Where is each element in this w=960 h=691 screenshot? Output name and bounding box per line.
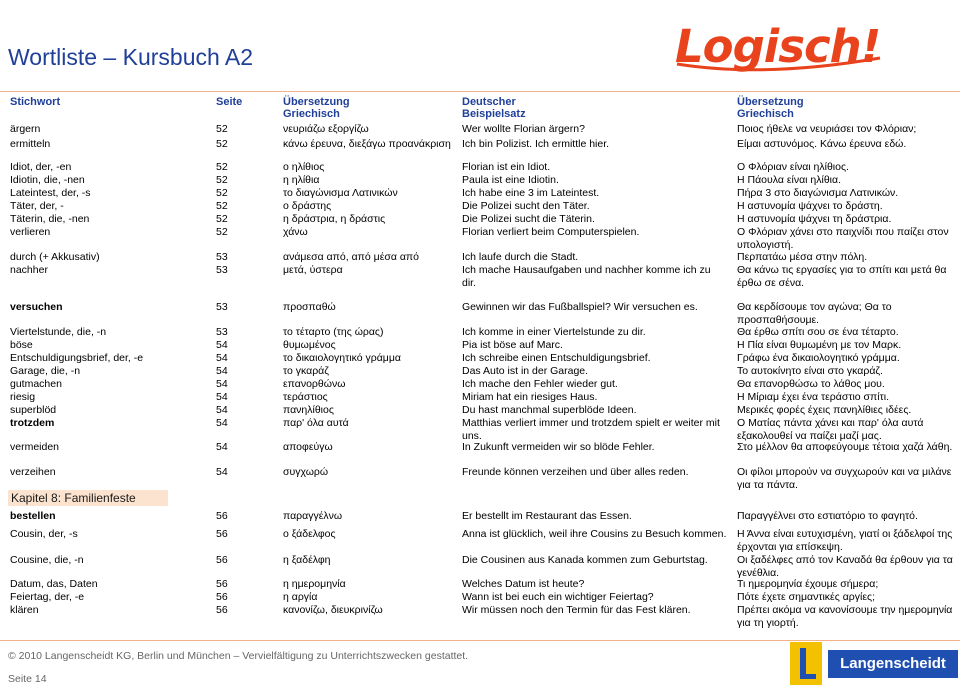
beispielsatz-cell: Ich komme in einer Viertelstunde zu dir. [462,326,646,338]
griechisch-satz-cell: Θα έρθω σπίτι σου σε ένα τέταρτο. [737,326,899,338]
seite-cell: 53 [216,264,228,276]
header-deutscher-line2: Beispielsatz [462,108,526,120]
stichwort-cell: ärgern [10,123,41,135]
griechisch-satz-cell: Ο Ματίας πάντα χάνει και παρ' όλα αυτά εξακολουθεί να παίζει μαζί μας. [737,417,924,442]
griechisch-satz-cell: Πότε έχετε σημαντικές αργίες; [737,591,876,603]
seite-cell: 52 [216,226,228,238]
griechisch-satz-cell: Οι φίλοι μπορούν να συγχωρούν και να μιλάνε για τα πάντα. [737,466,952,491]
stichwort-cell: Feiertag, der, -e [10,591,85,603]
logo-wordmark: Logisch! [675,20,881,73]
griechisch-cell: το δικαιολογητικό γράμμα [283,352,401,364]
griechisch-cell: αποφεύγω [283,441,333,453]
seite-cell: 54 [216,466,228,478]
stichwort-cell: Idiotin, die, -nen [10,174,85,186]
beispielsatz-cell: Das Auto ist in der Garage. [462,365,589,377]
seite-cell: 52 [216,161,228,173]
header-divider [0,91,960,92]
seite-cell: 54 [216,404,228,416]
beispielsatz-cell: Wir müssen noch den Termin für das Fest klären. [462,604,691,616]
beispielsatz-cell: Wer wollte Florian ärgern? [462,123,585,135]
seite-cell: 52 [216,174,228,186]
beispielsatz-cell: Die Polizei sucht den Täter. [462,200,590,212]
griechisch-cell: μετά, ύστερα [283,264,343,276]
griechisch-cell: επανορθώνω [283,378,346,390]
seite-cell: 56 [216,578,228,590]
griechisch-cell: κάνω έρευνα, διεξάγω προανάκριση [283,138,451,150]
griechisch-satz-cell: Πήρα 3 στο διαγώνισμα Λατινικών. [737,187,899,199]
seite-cell: 56 [216,510,228,522]
stichwort-cell: verlieren [10,226,51,238]
seite-cell: 54 [216,441,228,453]
beispielsatz-cell: Matthias verliert immer und trotzdem spielt er weiter mit uns. [462,417,720,442]
beispielsatz-cell: Die Polizei sucht die Täterin. [462,213,595,225]
griechisch-cell: πανηλίθιος [283,404,334,416]
stichwort-cell: Entschuldigungsbrief, der, -e [10,352,144,364]
beispielsatz-cell: Du hast manchmal superblöde Ideen. [462,404,637,416]
griechisch-cell: το γκαράζ [283,365,329,377]
stichwort-cell: ermitteln [10,138,51,150]
griechisch-satz-cell: Γράφω ένα δικαιολογητικό γράμμα. [737,352,900,364]
stichwort-cell: versuchen [10,301,63,313]
griechisch-satz-cell: Στο μέλλον θα αποφεύγουμε τέτοια χαζά λάθη. [737,441,953,453]
griechisch-cell: ο ξάδελφος [283,528,336,540]
seite-cell: 53 [216,301,228,313]
griechisch-satz-cell: Θα κερδίσουμε τον αγώνα; Θα το προσπαθήσουμε. [737,301,892,326]
stichwort-cell: Täterin, die, -nen [10,213,90,225]
copyright-notice: © 2010 Langenscheidt KG, Berlin und München – Vervielfältigung zu Unterrichtszwecken gestattet. [8,650,469,662]
griechisch-cell: η ημερομηνία [283,578,346,590]
griechisch-cell: θυμωμένος [283,339,336,351]
beispielsatz-cell: Anna ist glücklich, weil ihre Cousins zu Besuch kommen. [462,528,727,540]
griechisch-cell: το διαγώνισμα Λατινικών [283,187,398,199]
chapter-heading: Kapitel 8: Familienfeste [8,490,168,506]
griechisch-cell: συγχωρώ [283,466,329,478]
stichwort-cell: Viertelstunde, die, -n [10,326,107,338]
beispielsatz-cell: Miriam hat ein riesiges Haus. [462,391,598,403]
griechisch-satz-cell: Τι ημερομηνία έχουμε σήμερα; [737,578,879,590]
seite-cell: 52 [216,138,228,150]
griechisch-cell: χάνω [283,226,308,238]
stichwort-cell: klären [10,604,39,616]
langenscheidt-wordmark: Langenscheidt [828,650,958,678]
beispielsatz-cell: Ich laufe durch die Stadt. [462,251,579,263]
griechisch-cell: ανάμεσα από, από μέσα από [283,251,420,263]
beispielsatz-cell: Wann ist bei euch ein wichtiger Feiertag? [462,591,654,603]
seite-cell: 54 [216,391,228,403]
griechisch-satz-cell: Ποιος ήθελε να νευριάσει τον Φλόριαν; [737,123,917,135]
griechisch-satz-cell: Πρέπει ακόμα να κανονίσουμε την ημερομηνία για τη γιορτή. [737,604,953,629]
stichwort-cell: Cousin, der, -s [10,528,78,540]
griechisch-satz-cell: Θα κάνω τις εργασίες για το σπίτι και μετά θα έρθω σε σένα. [737,264,947,289]
seite-cell: 54 [216,378,228,390]
stichwort-cell: trotzdem [10,417,55,429]
header-uebersetzung-1-line1: Übersetzung [283,96,350,108]
griechisch-cell: προσπαθώ [283,301,336,313]
beispielsatz-cell: Paula ist eine Idiotin. [462,174,559,186]
header-deutscher-line1: Deutscher [462,96,516,108]
beispielsatz-cell: Freunde können verzeihen und über alles reden. [462,466,689,478]
griechisch-satz-cell: Παραγγέλνει στο εστιατόριο το φαγητό. [737,510,918,522]
header-stichwort: Stichwort [10,96,61,108]
stichwort-cell: superblöd [10,404,57,416]
griechisch-satz-cell: Θα επανορθώσω το λάθος μου. [737,378,885,390]
stichwort-cell: Garage, die, -n [10,365,81,377]
griechisch-cell: η ξαδέλφη [283,554,331,566]
griechisch-satz-cell: Το αυτοκίνητο είναι στο γκαράζ. [737,365,883,377]
stichwort-cell: verzeihen [10,466,56,478]
griechisch-cell: το τέταρτο (της ώρας) [283,326,384,338]
beispielsatz-cell: In Zukunft vermeiden wir so blöde Fehler. [462,441,655,453]
griechisch-satz-cell: Περπατάω μέσα στην πόλη. [737,251,868,263]
header-uebersetzung-2-line2: Griechisch [737,108,794,120]
header-uebersetzung-1-line2: Griechisch [283,108,340,120]
griechisch-satz-cell: Η αστυνομία ψάχνει το δράστη. [737,200,883,212]
beispielsatz-cell: Florian verliert beim Computerspielen. [462,226,640,238]
langenscheidt-logo [790,642,960,691]
page-title: Wortliste – Kursbuch A2 [8,44,254,70]
beispielsatz-cell: Ich mache Hausaufgaben und nachher komme ich zu dir. [462,264,711,289]
page-number: Seite 14 [8,673,47,685]
beispielsatz-cell: Pia ist böse auf Marc. [462,339,563,351]
griechisch-satz-cell: Η Άννα είναι ευτυχισμένη, γιατί οι ξάδελφοί της έρχονται για επίσκεψη. [737,528,953,553]
stichwort-cell: durch (+ Akkusativ) [10,251,100,263]
stichwort-cell: Täter, der, - [10,200,64,212]
griechisch-cell: κανονίζω, διευκρινίζω [283,604,383,616]
griechisch-satz-cell: Ο Φλόριαν χάνει στο παιχνίδι που παίζει στον υπολογιστή. [737,226,949,251]
seite-cell: 53 [216,326,228,338]
seite-cell: 52 [216,187,228,199]
beispielsatz-cell: Ich schreibe einen Entschuldigungsbrief. [462,352,651,364]
header-seite: Seite [216,96,243,108]
header-uebersetzung-2-line1: Übersetzung [737,96,804,108]
griechisch-cell: η δράστρια, η δράστις [283,213,386,225]
griechisch-satz-cell: Η Πία είναι θυμωμένη με τον Μαρκ. [737,339,902,351]
seite-cell: 52 [216,213,228,225]
stichwort-cell: riesig [10,391,36,403]
stichwort-cell: böse [10,339,33,351]
beispielsatz-cell: Er bestellt im Restaurant das Essen. [462,510,632,522]
griechisch-cell: παρ' όλα αυτά [283,417,349,429]
seite-cell: 54 [216,417,228,429]
griechisch-satz-cell: Ο Φλόριαν είναι ηλίθιος. [737,161,849,173]
griechisch-cell: νευριάζω εξοργίζω [283,123,369,135]
stichwort-cell: vermeiden [10,441,60,453]
stichwort-cell: Datum, das, Daten [10,578,98,590]
seite-cell: 54 [216,365,228,377]
griechisch-satz-cell: Μερικές φορές έχεις πανηλίθιες ιδέες. [737,404,912,416]
griechisch-cell: η ηλίθια [283,174,320,186]
seite-cell: 56 [216,591,228,603]
beispielsatz-cell: Ich habe eine 3 im Lateintest. [462,187,600,199]
griechisch-cell: τεράστιος [283,391,328,403]
griechisch-satz-cell: Η αστυνομία ψάχνει τη δράστρια. [737,213,892,225]
griechisch-cell: παραγγέλνω [283,510,343,522]
seite-cell: 52 [216,200,228,212]
beispielsatz-cell: Die Cousinen aus Kanada kommen zum Geburtstag. [462,554,708,566]
griechisch-satz-cell: Είμαι αστυνόμος. Κάνω έρευνα εδώ. [737,138,907,150]
griechisch-satz-cell: Η Μίριαμ έχει ένα τεράστιο σπίτι. [737,391,890,403]
stichwort-cell: Cousine, die, -n [10,554,84,566]
seite-cell: 56 [216,528,228,540]
stichwort-cell: Idiot, der, -en [10,161,72,173]
beispielsatz-cell: Florian ist ein Idiot. [462,161,551,173]
griechisch-satz-cell: Η Πάουλα είναι ηλίθια. [737,174,841,186]
beispielsatz-cell: Ich mache den Fehler wieder gut. [462,378,618,390]
logisch-logo [675,18,897,75]
langenscheidt-l-icon [790,642,822,685]
seite-cell: 56 [216,604,228,616]
seite-cell: 53 [216,251,228,263]
footer-divider [0,640,960,641]
griechisch-cell: ο ηλίθιος [283,161,325,173]
stichwort-cell: bestellen [10,510,56,522]
seite-cell: 54 [216,339,228,351]
stichwort-cell: Lateintest, der, -s [10,187,91,199]
griechisch-cell: ο δράστης [283,200,332,212]
seite-cell: 56 [216,554,228,566]
beispielsatz-cell: Gewinnen wir das Fußballspiel? Wir versuchen es. [462,301,698,313]
l-glyph-icon [790,642,822,685]
griechisch-cell: η αργία [283,591,318,603]
seite-cell: 52 [216,123,228,135]
beispielsatz-cell: Ich bin Polizist. Ich ermittle hier. [462,138,610,150]
stichwort-cell: nachher [10,264,48,276]
beispielsatz-cell: Welches Datum ist heute? [462,578,585,590]
stichwort-cell: gutmachen [10,378,62,390]
table-header [0,96,960,120]
seite-cell: 54 [216,352,228,364]
griechisch-satz-cell: Οι ξαδέλφες από τον Καναδά θα έρθουν για τα γενέθλια. [737,554,953,579]
